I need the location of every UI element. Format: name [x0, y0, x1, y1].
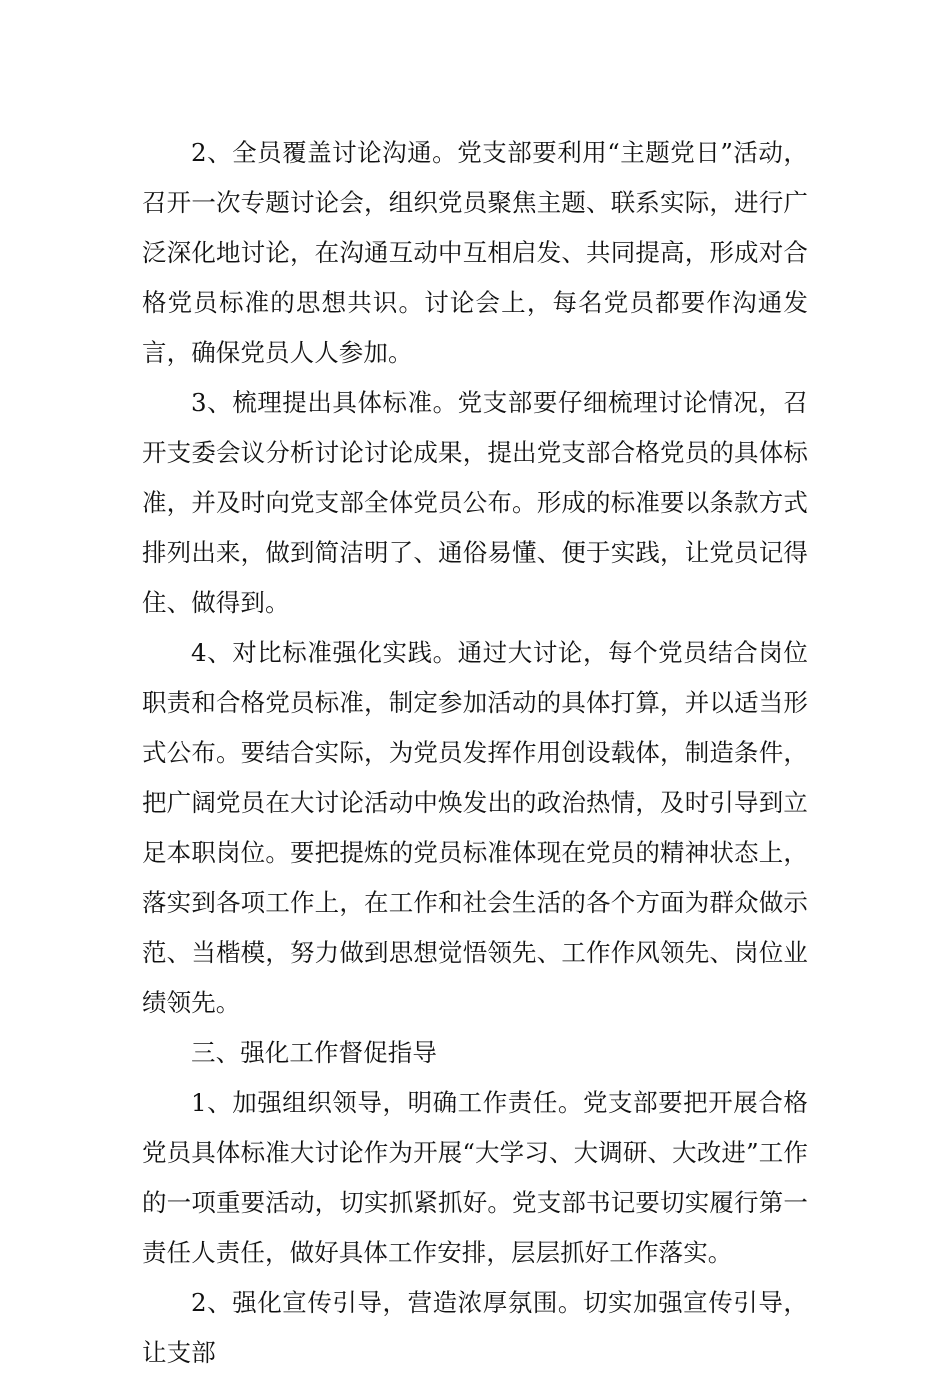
section-heading-supervision: 三、强化工作督促指导 — [191, 1038, 437, 1067]
paragraph-publicity-guidance: 2、强化宣传引导，营造浓厚氛围。切实加强宣传引导，让支部 — [142, 1288, 808, 1367]
paragraph-full-discussion: 2、全员覆盖讨论沟通。党支部要利用“主题党日”活动，召开一次专题讨论会，组织党员聚焦主题、联系实际，进行广泛深化地讨论，在沟通互动中互相启发、共同提高，形成对合格党员标准的思想共识。讨论会上，每名党员都要作沟通发言，确保党员人人参加。 — [142, 138, 808, 367]
paragraph-specific-standards: 3、梳理提出具体标准。党支部要仔细梳理讨论情况，召开支委会议分析讨论讨论成果，提出党支部合格党员的具体标准，并及时向党支部全体党员公布。形成的标准要以条款方式排列出来，做到简洁明了、通俗易懂、便于实践，让党员记得住、做得到。 — [142, 388, 808, 617]
document-body — [142, 128, 808, 1378]
paragraph-practice: 4、对比标准强化实践。通过大讨论，每个党员结合岗位职责和合格党员标准，制定参加活动的具体打算，并以适当形式公布。要结合实际，为党员发挥作用创设载体，制造条件，把广阔党员在大讨论活动中焕发出的政治热情，及时引导到立足本职岗位。要把提炼的党员标准体现在党员的精神状态上，落实到各项工作上，在工作和社会生活的各个方面为群众做示范、当楷模，努力做到思想觉悟领先、工作作风领先、岗位业绩领先。 — [142, 638, 808, 1017]
paragraph-organization-leadership: 1、加强组织领导，明确工作责任。党支部要把开展合格党员具体标准大讨论作为开展“大学习、大调研、大改进”工作的一项重要活动，切实抓紧抓好。党支部书记要切实履行第一责任人责任，做好具体工作安排，层层抓好工作落实。 — [142, 1088, 808, 1267]
